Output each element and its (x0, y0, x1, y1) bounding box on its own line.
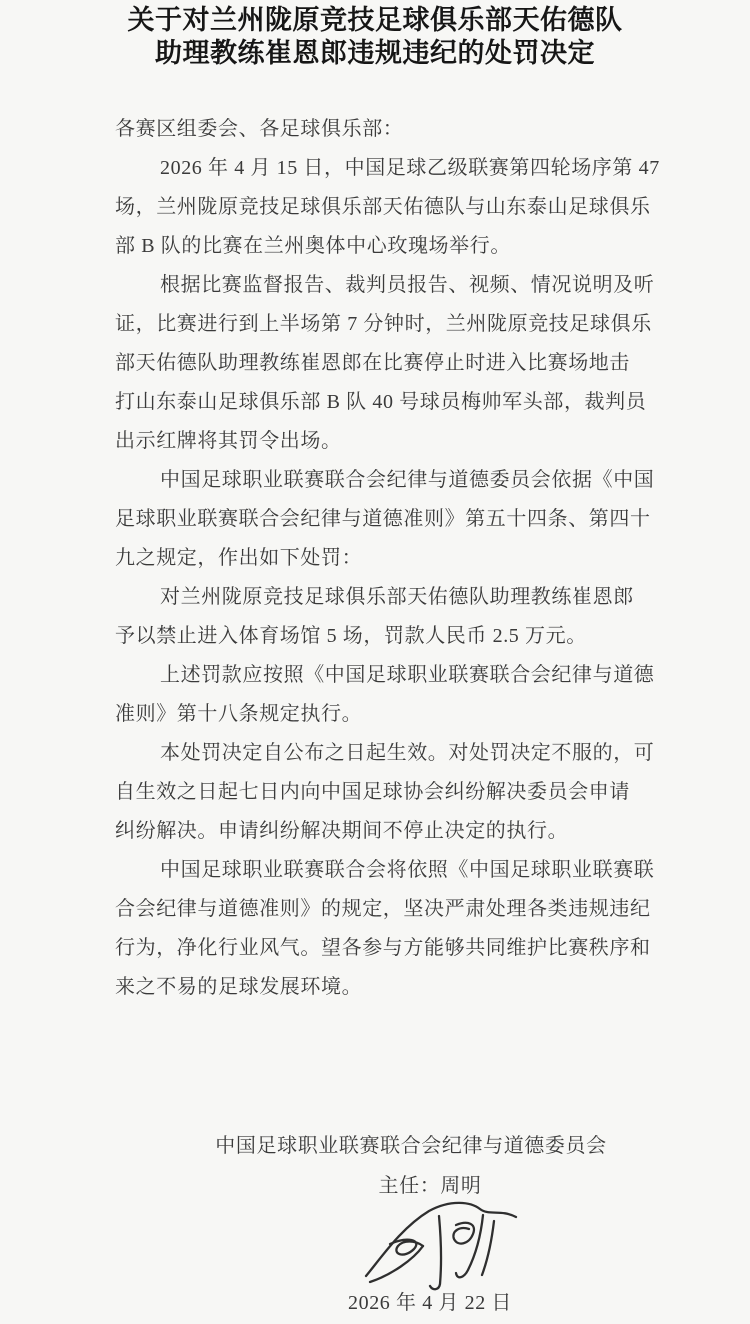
signature-icon (363, 1196, 521, 1294)
document-title-line-2: 助理教练崔恩郎违规违纪的处罚决定 (155, 38, 595, 68)
document-line: 对兰州陇原竞技足球俱乐部天佑德队助理教练崔恩郎 (160, 586, 634, 608)
document-line: 纠纷解决。申请纠纷解决期间不停止决定的执行。 (115, 820, 569, 842)
document-title (0, 4, 750, 70)
footer-signer-title: 主任：周明 (378, 1175, 482, 1197)
document-line: 来之不易的足球发展环境。 (115, 976, 363, 998)
document-line: 自生效之日起七日内向中国足球协会纠纷解决委员会申请 (115, 781, 630, 803)
document-line: 中国足球职业联赛联合会纪律与道德委员会依据《中国 (160, 469, 655, 491)
document-line: 九之规定，作出如下处罚： (115, 547, 363, 569)
document-line: 本处罚决定自公布之日起生效。对处罚决定不服的，可 (160, 742, 655, 764)
document-line: 根据比赛监督报告、裁判员报告、视频、情况说明及听 (160, 274, 655, 296)
document-line: 予以禁止进入体育场馆 5 场，罚款人民币 2.5 万元。 (115, 625, 587, 647)
document-line: 合会纪律与道德准则》的规定，坚决严肃处理各类违规违纪 (115, 898, 651, 920)
document-title-line-1: 关于对兰州陇原竞技足球俱乐部天佑德队 (127, 5, 623, 35)
handwritten-signature-zhou-ming (363, 1196, 521, 1294)
document-body (115, 110, 675, 1007)
document-line: 证，比赛进行到上半场第 7 分钟时，兰州陇原竞技足球俱乐 (115, 313, 652, 335)
document-line: 部天佑德队助理教练崔恩郎在比赛停止时进入比赛场地击 (115, 352, 630, 374)
document-date: 2026 年 4 月 22 日 (348, 1292, 512, 1314)
document-line: 足球职业联赛联合会纪律与道德准则》第五十四条、第四十 (115, 508, 651, 530)
document-line: 2026 年 4 月 15 日，中国足球乙级联赛第四轮场序第 47 (160, 157, 660, 179)
document-line: 出示红牌将其罚令出场。 (115, 430, 342, 452)
document-line: 行为，净化行业风气。望各参与方能够共同维护比赛秩序和 (115, 937, 651, 959)
document-line: 场，兰州陇原竞技足球俱乐部天佑德队与山东泰山足球俱乐 (115, 196, 651, 218)
document-line: 中国足球职业联赛联合会将依照《中国足球职业联赛联 (160, 859, 655, 881)
document-line: 打山东泰山足球俱乐部 B 队 40 号球员梅帅军头部，裁判员 (115, 391, 647, 413)
document-line: 各赛区组委会、各足球俱乐部： (115, 118, 404, 140)
document-line: 上述罚款应按照《中国足球职业联赛联合会纪律与道德 (160, 664, 655, 686)
document-line: 部 B 队的比赛在兰州奥体中心玫瑰场举行。 (115, 235, 511, 257)
footer-committee-name: 中国足球职业联赛联合会纪律与道德委员会 (215, 1135, 607, 1157)
document-line: 准则》第十八条规定执行。 (115, 703, 363, 725)
